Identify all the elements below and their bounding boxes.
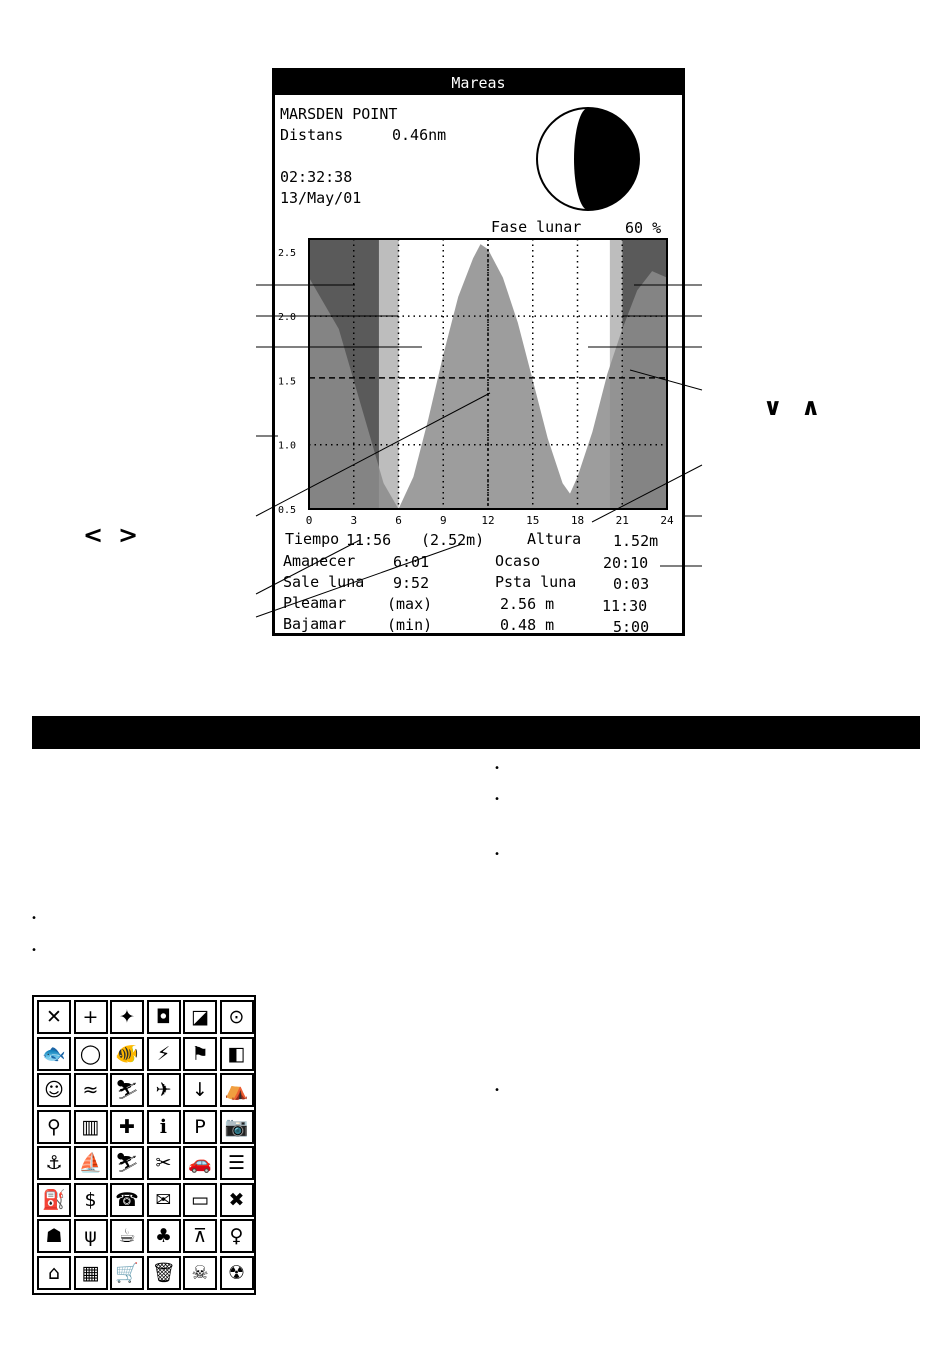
waypoint-symbol-icon: ⚲ (37, 1110, 71, 1144)
waypoint-symbol-icon: ✉ (147, 1183, 181, 1217)
waypoint-symbol-icon: ⛷ (110, 1073, 144, 1107)
callout-line-tide-area (256, 393, 490, 516)
moonrise-value: 9:52 (393, 574, 430, 592)
moonrise-label: Sale luna (283, 573, 365, 591)
waypoint-symbol-icon: ⛷ (110, 1146, 144, 1180)
sunset-value: 20:10 (603, 554, 649, 572)
waypoint-symbol-icon: 🚗 (183, 1146, 217, 1180)
x-tick-label: 18 (570, 514, 585, 527)
waypoint-symbol-icon: ⊙ (220, 1000, 254, 1034)
sunrise-value: 6:01 (393, 553, 430, 571)
waypoint-symbol-icon: ☗ (37, 1219, 71, 1253)
waypoint-symbol-icon: ☰ (220, 1146, 254, 1180)
high-tide-time: 11:30 (602, 597, 648, 615)
y-tick-label: 0.5 (278, 505, 297, 516)
screen-title: Mareas (275, 71, 682, 95)
cursor-time-label: Tiempo (285, 530, 340, 548)
low-tide-time: 5:00 (613, 618, 650, 636)
waypoint-symbol-icon: ⛺ (220, 1073, 254, 1107)
waypoint-symbol-icon: ⚓ (37, 1146, 71, 1180)
x-tick-label: 12 (481, 514, 495, 527)
moon-phase-value: 60 % (625, 219, 662, 237)
bullet: • (494, 849, 501, 860)
waypoint-symbol-icon: ◪ (183, 1000, 217, 1034)
waypoint-symbol-icon: ⚑ (183, 1037, 217, 1071)
waypoint-symbol-icon: 📷 (220, 1110, 254, 1144)
callout-line-level (630, 370, 702, 390)
waypoint-symbol-icon: ℹ (147, 1110, 181, 1144)
waypoint-symbol-icon: ψ (74, 1219, 108, 1253)
x-tick-label: 15 (526, 514, 540, 527)
y-tick-label: 2.5 (278, 247, 297, 259)
low-tide-tag: (min) (387, 616, 433, 634)
height-label: Altura (527, 530, 582, 548)
moon-phase-label: Fase lunar (491, 218, 582, 236)
waypoint-symbol-icon: ☎ (110, 1183, 144, 1217)
sunrise-label: Amanecer (283, 552, 356, 570)
waypoint-icon-grid (32, 995, 256, 1295)
x-tick-label: 0 (305, 514, 313, 527)
waypoint-symbol-icon: ▥ (74, 1110, 108, 1144)
waypoint-symbol-icon: ◯ (74, 1037, 108, 1071)
waypoint-symbol-icon: ✚ (110, 1110, 144, 1144)
waypoint-symbol-icon: ⊼ (183, 1219, 217, 1253)
callout-line-cursor-height (256, 544, 462, 617)
x-tick-label: 21 (615, 514, 629, 527)
section-header-bar (32, 716, 920, 749)
waypoint-symbol-icon: 🛒 (110, 1256, 144, 1290)
bullet: • (31, 945, 38, 956)
bullet: • (494, 763, 501, 774)
waypoint-symbol-icon: ✕ (37, 1000, 71, 1034)
down-arrow-icon: ∨ (763, 393, 783, 421)
right-arrow-icon: > (118, 521, 139, 549)
waypoint-symbol-icon: ▭ (183, 1183, 217, 1217)
waypoint-symbol-icon: ▦ (74, 1256, 108, 1290)
waypoint-symbol-icon: ☢ (220, 1256, 254, 1290)
waypoint-symbol-icon: ⚡ (147, 1037, 181, 1071)
low-tide-label: Bajamar (283, 615, 347, 633)
bullet: • (494, 794, 501, 805)
waypoint-symbol-icon: ✖ (220, 1183, 254, 1217)
waypoint-symbol-icon: ✦ (110, 1000, 144, 1034)
waypoint-symbol-icon: ✈ (147, 1073, 181, 1107)
current-time: 02:32:38 (280, 168, 353, 186)
waypoint-symbol-icon: ✂ (147, 1146, 181, 1180)
waypoint-symbol-icon: ⛵ (74, 1146, 108, 1180)
y-tick-label: 1.0 (278, 440, 297, 452)
waypoint-symbol-icon: ↓ (183, 1073, 217, 1107)
waypoint-symbol-icon: ☕ (110, 1219, 144, 1253)
waypoint-symbol-icon: + (74, 1000, 108, 1034)
waypoint-symbol-icon: 🐟 (37, 1037, 71, 1071)
y-tick-label: 1.5 (278, 376, 297, 388)
y-tick-label: 2.0 (278, 312, 297, 324)
up-arrow-icon: ∧ (801, 393, 821, 421)
waypoint-symbol-icon: P (183, 1110, 217, 1144)
waypoint-symbol-icon: ☠ (183, 1256, 217, 1290)
distance-label: Distans (280, 126, 344, 144)
x-tick-label: 3 (350, 514, 358, 527)
x-tick-label: 9 (439, 514, 447, 527)
sunset-label: Ocaso (495, 552, 541, 570)
distance-value: 0.46nm (392, 126, 447, 144)
height-value: 1.52m (613, 532, 659, 550)
x-tick-label: 6 (395, 514, 402, 527)
location-name: MARSDEN POINT (280, 105, 398, 123)
low-tide-height: 0.48 m (500, 616, 555, 634)
cursor-height: (2.52m) (421, 531, 485, 549)
moonset-value: 0:03 (613, 575, 650, 593)
waypoint-symbol-icon: ◧ (220, 1037, 254, 1071)
high-tide-label: Pleamar (283, 594, 347, 612)
high-tide-tag: (max) (387, 595, 433, 613)
waypoint-symbol-icon: ◘ (147, 1000, 181, 1034)
waypoint-symbol-icon: ⛽ (37, 1183, 71, 1217)
waypoint-symbol-icon: ♀ (220, 1219, 254, 1253)
bullet: • (494, 1085, 501, 1096)
cursor-time: 11:56 (346, 531, 392, 549)
high-tide-height: 2.56 m (500, 595, 555, 613)
moonset-label: Psta luna (495, 573, 577, 591)
callout-line-height (592, 465, 702, 522)
x-tick-label: 24 (660, 514, 674, 527)
waypoint-symbol-icon: 🗑 (147, 1256, 181, 1290)
waypoint-symbol-icon: ⌂ (37, 1256, 71, 1290)
waypoint-symbol-icon: $ (74, 1183, 108, 1217)
bullet: • (31, 913, 38, 924)
waypoint-symbol-icon: ♣ (147, 1219, 181, 1253)
waypoint-symbol-icon: ≈ (74, 1073, 108, 1107)
left-arrow-icon: < (83, 521, 104, 549)
current-date: 13/May/01 (280, 189, 362, 207)
waypoint-symbol-icon: ☺ (37, 1073, 71, 1107)
waypoint-symbol-icon: 🐠 (110, 1037, 144, 1071)
